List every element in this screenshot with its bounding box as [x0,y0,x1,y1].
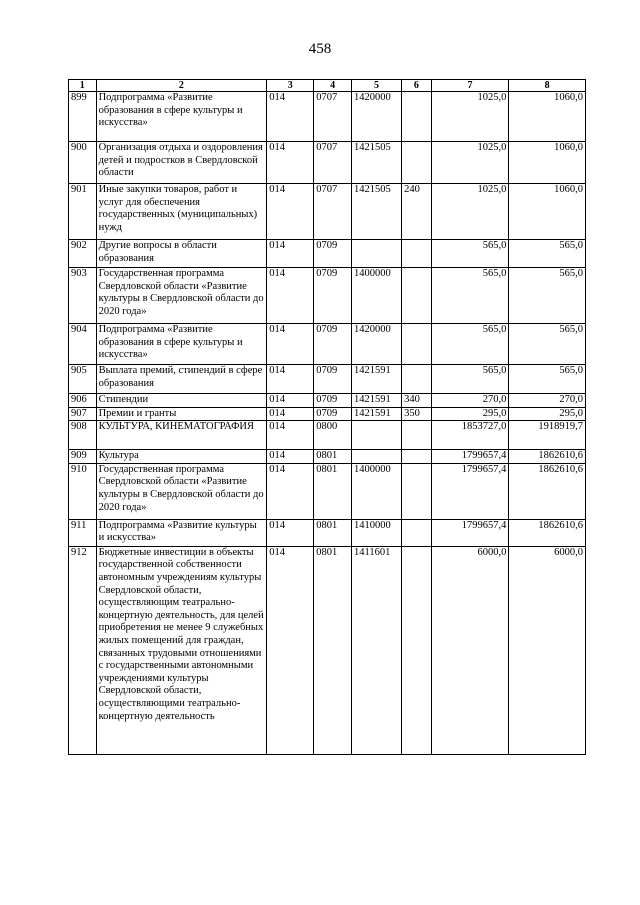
row-number: 899 [69,92,97,142]
column-header-4: 4 [314,80,352,92]
code-section: 0801 [314,546,352,754]
row-number: 907 [69,407,97,421]
code-target: 1411601 [352,546,402,754]
code-target [352,240,402,268]
row-number: 909 [69,450,97,464]
amount-col-7: 565,0 [431,324,509,365]
code-expense-type [402,142,432,184]
code-target: 1421591 [352,365,402,394]
item-name: Организация отдыха и оздоровления детей и подростков в Свердловской области [96,142,267,184]
table-row [69,407,586,421]
amount-col-7: 1025,0 [431,142,509,184]
table-row [69,421,586,450]
amount-col-8: 1060,0 [509,142,586,184]
table-header-row [69,80,586,92]
code-target: 1400000 [352,463,402,519]
code-section: 0709 [314,324,352,365]
code-target: 1420000 [352,92,402,142]
code-ministry: 014 [267,92,314,142]
amount-col-7: 565,0 [431,268,509,324]
row-number: 905 [69,365,97,394]
amount-col-7: 565,0 [431,240,509,268]
table-row [69,519,586,546]
code-target: 1410000 [352,519,402,546]
code-target: 1421505 [352,142,402,184]
code-expense-type [402,324,432,365]
page-number: 458 [308,41,332,57]
code-expense-type [402,546,432,754]
amount-col-8: 565,0 [509,240,586,268]
amount-col-7: 1799657,4 [431,450,509,464]
code-section: 0707 [314,142,352,184]
table-row [69,463,586,519]
code-target: 1400000 [352,268,402,324]
code-ministry: 014 [267,240,314,268]
code-section: 0801 [314,463,352,519]
row-number: 912 [69,546,97,754]
code-expense-type [402,463,432,519]
table-row [69,365,586,394]
amount-col-8: 1060,0 [509,92,586,142]
code-expense-type [402,519,432,546]
code-ministry: 014 [267,463,314,519]
item-name: Другие вопросы в области образования [96,240,267,268]
table-row [69,268,586,324]
code-ministry: 014 [267,546,314,754]
code-ministry: 014 [267,407,314,421]
code-section: 0709 [314,407,352,421]
amount-col-7: 1799657,4 [431,463,509,519]
code-expense-type [402,240,432,268]
item-name: Премии и гранты [96,407,267,421]
row-number: 904 [69,324,97,365]
item-name: Подпрограмма «Развитие образования в сфере культуры и искусства» [96,324,267,365]
item-name: Государственная программа Свердловской области «Развитие культуры в Свердловской области до 2020 года» [96,268,267,324]
code-section: 0707 [314,184,352,240]
code-ministry: 014 [267,268,314,324]
code-section: 0801 [314,519,352,546]
amount-col-7: 295,0 [431,407,509,421]
code-section: 0800 [314,421,352,450]
item-name: Стипендии [96,394,267,408]
row-number: 908 [69,421,97,450]
table-row [69,450,586,464]
amount-col-8: 1862610,6 [509,463,586,519]
column-header-7: 7 [431,80,509,92]
amount-col-7: 1025,0 [431,92,509,142]
table-row [69,324,586,365]
code-target: 1421591 [352,407,402,421]
item-name: Государственная программа Свердловской области «Развитие культуры в Свердловской области до 2020 года» [96,463,267,519]
item-name: КУЛЬТУРА, КИНЕМАТОГРАФИЯ [96,421,267,450]
table-row [69,240,586,268]
row-number: 901 [69,184,97,240]
row-number: 910 [69,463,97,519]
amount-col-8: 1862610,6 [509,519,586,546]
item-name: Подпрограмма «Развитие культуры и искусства» [96,519,267,546]
code-target: 1421591 [352,394,402,408]
row-number: 906 [69,394,97,408]
table-row [69,184,586,240]
column-header-3: 3 [267,80,314,92]
code-target [352,421,402,450]
item-name: Бюджетные инвестиции в объекты государственной собственности автономным учреждениям культуры Свердловской области, осуществляющим театрально-концертную деятельность, для целей приобретения не менее 9 служебных жилых помещений для граждан, связанных трудовыми отношениями с государственными автономными учреждениями культуры Свердловской области, осуществляющими театрально-концертную деятельность [96,546,267,754]
code-ministry: 014 [267,450,314,464]
table-row [69,142,586,184]
amount-col-8: 1918919,7 [509,421,586,450]
column-header-5: 5 [352,80,402,92]
code-expense-type [402,450,432,464]
amount-col-8: 6000,0 [509,546,586,754]
code-expense-type [402,268,432,324]
row-number: 903 [69,268,97,324]
amount-col-7: 270,0 [431,394,509,408]
item-name: Иные закупки товаров, работ и услуг для обеспечения государственных (муниципальных) нужд [96,184,267,240]
row-number: 900 [69,142,97,184]
row-number: 902 [69,240,97,268]
amount-col-8: 1862610,6 [509,450,586,464]
code-ministry: 014 [267,365,314,394]
code-expense-type [402,92,432,142]
item-name: Подпрограмма «Развитие образования в сфере культуры и искусства» [96,92,267,142]
code-ministry: 014 [267,394,314,408]
table-row [69,394,586,408]
amount-col-8: 565,0 [509,365,586,394]
amount-col-8: 295,0 [509,407,586,421]
code-section: 0709 [314,394,352,408]
code-section: 0801 [314,450,352,464]
amount-col-7: 1799657,4 [431,519,509,546]
budget-table [68,79,586,755]
code-expense-type: 350 [402,407,432,421]
code-section: 0709 [314,240,352,268]
amount-col-8: 270,0 [509,394,586,408]
amount-col-7: 1025,0 [431,184,509,240]
code-section: 0709 [314,268,352,324]
code-target: 1420000 [352,324,402,365]
item-name: Культура [96,450,267,464]
amount-col-8: 565,0 [509,324,586,365]
code-target: 1421505 [352,184,402,240]
code-target [352,450,402,464]
code-ministry: 014 [267,519,314,546]
code-ministry: 014 [267,421,314,450]
code-expense-type: 340 [402,394,432,408]
item-name: Выплата премий, стипендий в сфере образования [96,365,267,394]
row-number: 911 [69,519,97,546]
amount-col-7: 6000,0 [431,546,509,754]
table-row [69,546,586,754]
code-ministry: 014 [267,324,314,365]
table-body [69,92,586,755]
column-header-6: 6 [402,80,432,92]
code-expense-type [402,365,432,394]
code-ministry: 014 [267,142,314,184]
code-section: 0709 [314,365,352,394]
column-header-1: 1 [69,80,97,92]
code-expense-type: 240 [402,184,432,240]
amount-col-7: 565,0 [431,365,509,394]
amount-col-8: 565,0 [509,268,586,324]
amount-col-8: 1060,0 [509,184,586,240]
column-header-2: 2 [96,80,267,92]
amount-col-7: 1853727,0 [431,421,509,450]
code-expense-type [402,421,432,450]
code-section: 0707 [314,92,352,142]
column-header-8: 8 [509,80,586,92]
code-ministry: 014 [267,184,314,240]
table-row [69,92,586,142]
